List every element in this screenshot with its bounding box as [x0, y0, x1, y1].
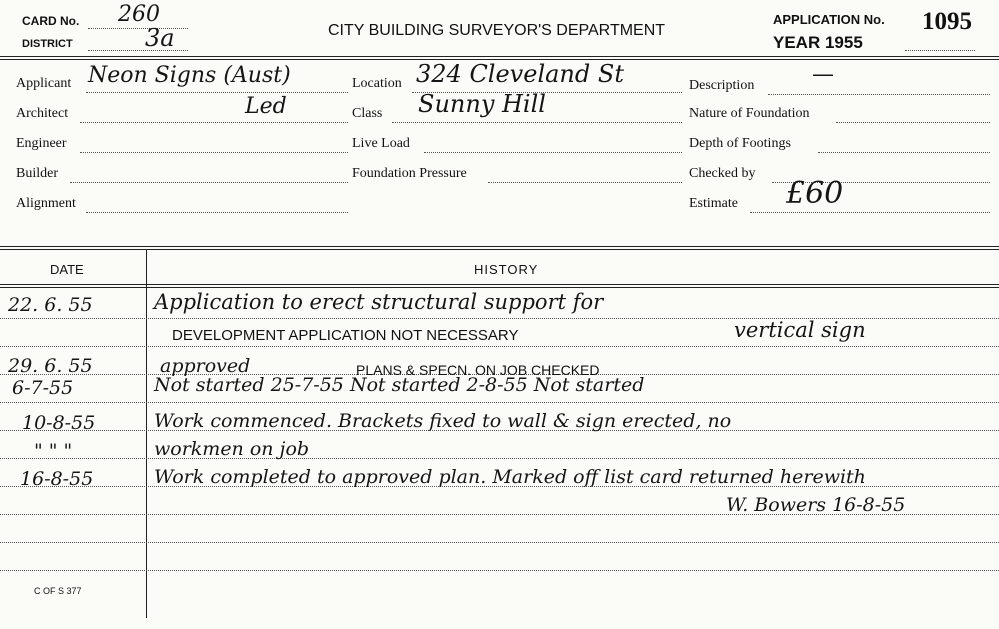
history-row-date: 10-8-55: [22, 412, 96, 434]
class-line: [392, 122, 682, 123]
description-value: —: [812, 62, 834, 87]
history-row-text: vertical sign: [734, 318, 866, 342]
estimate-line: [750, 212, 990, 213]
engineer-line: [80, 152, 348, 153]
year-label: YEAR 1955: [773, 33, 863, 52]
history-row-text: Work commenced. Brackets fixed to wall & sign erected, no: [154, 410, 732, 432]
nature-of-foundation-label: Nature of Foundation: [689, 106, 810, 121]
history-row-text: Not started 25-7-55 Not started 2-8-55 Not started: [154, 374, 645, 396]
builder-line: [70, 182, 348, 183]
foundation-pressure-label: Foundation Pressure: [352, 166, 467, 181]
architect-line: [80, 122, 348, 123]
history-row-date: 16-8-55: [20, 468, 94, 490]
location-label: Location: [352, 76, 402, 91]
history-row-date: 29. 6. 55: [8, 355, 93, 377]
alignment-label: Alignment: [16, 196, 76, 211]
card-no-label: CARD No.: [22, 14, 80, 28]
history-row-line: [0, 402, 999, 403]
table-rule-top2: [0, 249, 999, 250]
class-label: Class: [352, 106, 383, 121]
history-row-stamp: PLANS & SPECN. ON JOB CHECKED: [356, 362, 600, 378]
depth-of-footings-line: [818, 152, 990, 153]
department-title: CITY BUILDING SURVEYOR'S DEPARTMENT: [328, 22, 666, 39]
checked-by-label: Checked by: [689, 166, 756, 181]
applicant-label: Applicant: [16, 76, 72, 91]
live-load-label: Live Load: [352, 136, 410, 151]
table-header-rule2: [0, 287, 999, 288]
history-row-text: Application to erect structural support for: [154, 290, 604, 314]
table-rule-top: [0, 246, 999, 247]
history-row-signature: W. Bowers 16-8-55: [726, 494, 906, 516]
history-row-date: 6-7-55: [12, 377, 74, 399]
foundation-pressure-line: [488, 182, 682, 183]
history-row-line: [0, 570, 999, 571]
date-column-header: DATE: [50, 262, 84, 277]
builder-label: Builder: [16, 166, 58, 181]
card-no-value: 260: [118, 2, 160, 27]
applicant-value: Neon Signs (Aust): [88, 63, 291, 88]
district-value: 3a: [145, 24, 175, 52]
history-row-text: approved: [160, 355, 251, 377]
description-label: Description: [689, 78, 755, 93]
engineer-label: Engineer: [16, 136, 67, 151]
description-line: [768, 94, 990, 95]
table-header-rule: [0, 284, 999, 285]
history-row-date: " " ": [34, 440, 73, 462]
year-line: [905, 50, 975, 51]
date-column-divider: [146, 250, 147, 618]
application-no-label: APPLICATION No.: [773, 12, 885, 27]
header-rule-top: [0, 56, 999, 57]
alignment-line: [86, 212, 348, 213]
history-row-date: 22. 6. 55: [8, 294, 93, 316]
history-row-line: [0, 458, 999, 459]
district-label: DISTRICT: [22, 38, 73, 50]
history-row-text: Work completed to approved plan. Marked off list card returned herewith: [154, 466, 866, 488]
application-no-value: 1095: [922, 8, 972, 35]
architect-value: Led: [245, 94, 287, 119]
depth-of-footings-label: Depth of Footings: [689, 136, 791, 151]
form-code: C OF S 377: [34, 586, 82, 596]
history-row-line: [0, 542, 999, 543]
nature-of-foundation-line: [836, 122, 990, 123]
location-value: 324 Cleveland St: [416, 60, 624, 88]
history-row-text: workmen on job: [154, 438, 310, 460]
history-row-line: [0, 346, 999, 347]
live-load-line: [424, 152, 682, 153]
architect-label: Architect: [16, 106, 69, 121]
estimate-label: Estimate: [689, 196, 738, 211]
history-row-stamp: DEVELOPMENT APPLICATION NOT NECESSARY: [172, 327, 519, 344]
applicant-line: [86, 92, 348, 93]
estimate-value: £60: [786, 176, 844, 211]
history-column-header: HISTORY: [474, 262, 539, 277]
class-value: Sunny Hill: [418, 90, 546, 118]
